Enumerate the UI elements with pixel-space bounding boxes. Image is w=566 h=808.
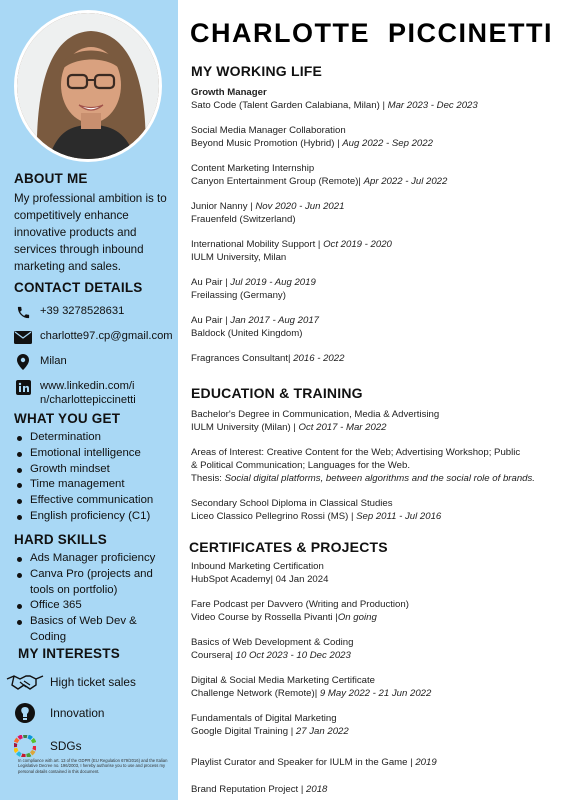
about-text: My professional ambition is to competitively enhance innovative products and services through inbound marketing and sales. [14,192,167,273]
job-dates: Mar 2023 - Dec 2023 [387,100,478,111]
job-dates: Oct 2019 - 2020 [323,239,392,250]
list-item: Effective communication [14,493,172,509]
work-heading: MY WORKING LIFE [191,63,323,79]
certificate-org: Coursera| [191,650,236,661]
certificate-entry [191,560,557,586]
list-item: Time management [14,477,172,493]
handshake-icon [6,673,44,691]
email-icon [14,329,32,345]
job-title: Junior Nanny | [191,201,256,212]
location-pin-icon [14,354,32,370]
list-item: Canva Pro (projects and tools on portfolio) [14,567,172,599]
phone-icon [14,304,32,320]
linkedin-row[interactable] [14,379,172,407]
email-row[interactable] [14,329,172,345]
hard-skills-heading: HARD SKILLS [14,532,107,547]
soft-skills-list [14,430,172,525]
job-title: Content Marketing Internship [191,163,315,174]
school-org: Liceo Classico Pellegrino Rossi (MS) | [191,511,357,522]
interest-item [6,735,176,757]
certificate-dates: On going [337,612,377,623]
job-title: International Mobility Support | [191,239,324,250]
location-row [14,354,172,370]
job-dates: Jul 2019 - Aug 2019 [230,277,316,288]
job-title: Social Media Manager Collaboration [191,125,346,136]
work-entry [191,86,559,112]
job-org: Baldock (United Kingdom) [191,328,303,339]
education-entry [191,446,559,485]
location-text: Milan [40,355,67,367]
certificate-dates: 2018 [306,784,328,795]
degree-org: IULM University (Milan) | [191,422,299,433]
certificate-title: Digital & Social Media Marketing Certificate [191,675,375,686]
certificate-dates: 2019 [415,757,437,768]
education-heading: EDUCATION & TRAINING [191,385,363,401]
certificate-entry [191,712,557,738]
about-heading: ABOUT ME [14,171,88,186]
school-dates: Sep 2011 - Jul 2016 [356,511,442,522]
certificate-dates: 04 Jan 2024 [275,574,329,585]
linkedin-url-line2: n/charlottepiccinetti [40,394,136,406]
phone-number: +39 3278528631 [40,305,125,317]
work-entry [191,162,559,188]
job-dates: Apr 2022 - Jul 2022 [363,176,448,187]
linkedin-url[interactable] [40,379,136,407]
certificate-title: Fare Podcast per Davvero (Writing and Production) [191,599,409,610]
interest-label: SDGs [50,739,82,753]
work-section [191,63,559,377]
job-title: Au Pair | [191,277,231,288]
work-entry [191,314,559,340]
email-address: charlotte97.cp@gmail.com [40,330,173,342]
hard-skills-section [14,532,172,646]
what-you-get-heading: WHAT YOU GET [14,411,121,426]
job-title: Au Pair | [191,315,231,326]
list-item: English proficiency (C1) [14,509,172,525]
education-section [191,385,559,535]
degree-title: Bachelor's Degree in Communication, Media & Advertising [191,409,440,420]
certificate-dates: 9 May 2022 - 21 Jun 2022 [319,688,432,699]
certificate-entry [191,636,557,662]
certificate-org: Google Digital Training | [191,726,296,737]
education-entry [191,408,559,434]
linkedin-icon [14,379,32,395]
certificate-org: Challenge Network (Remote)| [191,688,320,699]
gdpr-consent-note: In compliance with art. 13 of the GDPR (EU Regulation 679/2016) and the Italian Legislative Decree no. 196/2003, I hereby authorise you to use and process my personal details contained in this document. [18,758,168,774]
what-you-get-section [14,411,172,525]
job-dates: Jan 2017 - Aug 2017 [230,315,320,326]
list-item: Ads Manager proficiency [14,551,172,567]
work-entry [191,276,559,302]
interests-heading: MY INTERESTS [18,646,120,661]
certificate-title: Playlist Curator and Speaker for IULM in the Game | [191,757,416,768]
about-section [14,171,172,275]
list-item: Office 365 [14,598,172,614]
thesis-label: Thesis: [191,473,225,484]
interests-section [18,646,176,768]
certificate-entry [191,783,557,796]
job-title: Fragrances Consultant| [191,353,294,364]
page-title: CHARLOTTE PICCINETTI [190,18,553,48]
certificate-org: HubSpot Academy| [191,574,276,585]
certificate-title: Brand Reputation Project | [191,784,307,795]
interest-item [6,673,176,691]
interest-label: Innovation [50,706,105,720]
portrait-image [17,13,162,162]
degree-dates: Oct 2017 - Mar 2022 [298,422,387,433]
contact-heading: CONTACT DETAILS [14,280,143,295]
job-org: IULM University, Milan [191,252,287,263]
certificates-section [189,539,557,808]
list-item: Determination [14,430,172,446]
thesis-title: Social digital platforms, between algorithms and the social role of brands. [224,473,535,484]
work-entry [191,352,559,365]
job-org: Frauenfeld (Switzerland) [191,214,296,225]
certificate-title: Basics of Web Development & Coding [191,637,354,648]
contact-section [14,280,172,416]
certificate-title: Fundamentals of Digital Marketing [191,713,337,724]
sidebar [0,0,178,800]
certificate-entry [191,674,557,700]
school-title: Secondary School Diploma in Classical Studies [191,498,393,509]
certificate-title: Inbound Marketing Certification [191,561,324,572]
work-entry [191,200,559,226]
hard-skills-list [14,551,172,646]
list-item: Growth mindset [14,462,172,478]
sdg-wheel-icon [6,735,44,757]
interest-label: High ticket sales [50,675,136,689]
job-dates: Nov 2020 - Jun 2021 [255,201,345,212]
certificate-dates: 10 Oct 2023 - 10 Dec 2023 [235,650,351,661]
interest-item [6,702,176,724]
job-org: Canyon Entertainment Group (Remote)| [191,176,364,187]
job-org: Freilassing (Germany) [191,290,286,301]
list-item: Basics of Web Dev & Coding [14,614,172,646]
work-entry [191,124,559,150]
list-item: Emotional intelligence [14,446,172,462]
job-dates: 2016 - 2022 [293,353,345,364]
education-entry [191,497,559,523]
innovation-icon [6,702,44,724]
certificate-entry [191,598,557,624]
work-entry [191,238,559,264]
profile-photo [14,10,162,162]
job-org: Sato Code (Talent Garden Calabiana, Milan) | [191,100,388,111]
certificates-heading: CERTIFICATES & PROJECTS [189,539,388,555]
certificate-dates: 27 Jan 2022 [295,726,349,737]
linkedin-url-line1: www.linkedin.com/i [40,380,135,392]
job-org: Beyond Music Promotion (Hybrid) | [191,138,343,149]
interest-areas-line: Areas of Interest: Creative Content for the Web; Advertising Workshop; Public [191,447,521,458]
certificate-entry [191,756,557,769]
job-title: Growth Manager [191,87,267,98]
job-dates: Aug 2022 - Sep 2022 [342,138,433,149]
certificate-org: Video Course by Rossella Pivanti | [191,612,338,623]
interest-areas-line: & Political Communication; Languages for the Web. [191,460,410,471]
phone-row[interactable] [14,304,172,320]
